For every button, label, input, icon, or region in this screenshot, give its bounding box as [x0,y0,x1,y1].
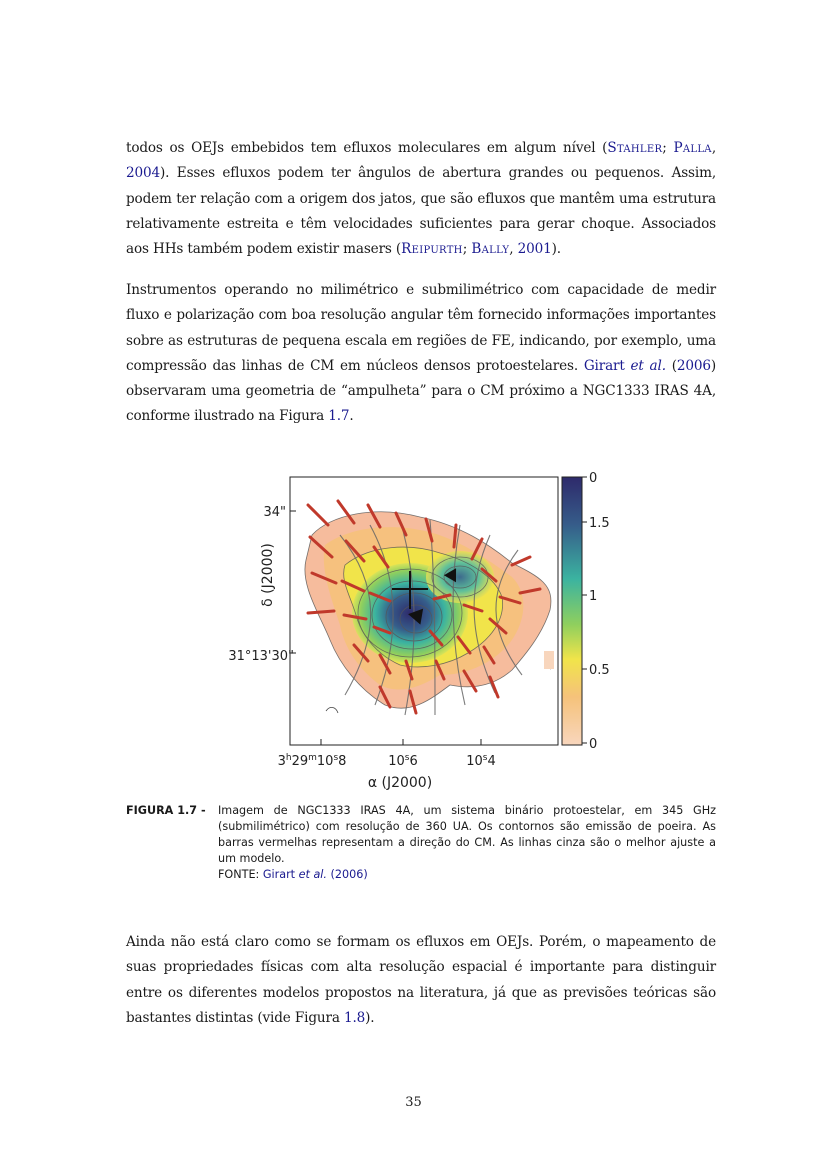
figure-caption: Imagem de NGC1333 IRAS 4A, um sistema binário protoestelar, em 345 GHz (submilimétrico) com resolução de 360 UA. Os contornos são emissão de poeira. As barras vermelhas representam a direção do CM. As linhas cinza são o melhor ajuste a um modelo. FONTE: Girart et al. (2006) [218,804,716,881]
citation-year-2001[interactable]: 2001 [517,241,552,258]
caption-source-year[interactable]: (2006) [330,868,368,881]
citation-girart-etal[interactable]: et al. [630,357,666,374]
paragraph-outflows: todos os OEJs embebidos tem efluxos moleculares em algum nível (Stahler; Palla, 2004). Esses efluxos podem ter ângulos de abertura grandes ou pequenos. Assim, podem ter relação com a origem dos jatos, que são efluxos que mantêm uma estrutura relativamente estreita e têm velocidades suficientes para gerar choque. Associados aos HHs também podem existir masers (Reipurth; Bally, 2001). [126,140,716,258]
figure-caption-text: Imagem de NGC1333 IRAS 4A, um sistema binário protoestelar, em 345 GHz (submilimétrico) com resolução de 360 UA. Os contornos são emissão de poeira. As barras vermelhas representam a direção do CM. As linhas cinza são o melhor ajuste a um modelo. [218,804,716,865]
x-tick-10s6: 10$^s$6 [388,753,418,769]
citation-stahler[interactable]: Stahler [607,140,663,156]
paragraph-outflow-models: Ainda não está claro como se formam os efluxos em OEJs. Porém, o mapeamento de suas propriedades físicas com alta resolução espacial é importante para distinguir entre os diferentes modelos propostos na literatura, já que as previsões teóricas são bastantes distintas (vide Figura 1.8). [126,934,716,1026]
citation-year-2006[interactable]: 2006 [676,357,711,374]
figure-ref-1-8[interactable]: 1.8 [343,1009,366,1026]
x-tick-3h29m10s8: 3$^h$29$^m$10$^s$8 [277,753,347,769]
y-tick-31-13-30: 31°13'30" [228,649,294,664]
citation-year-2004[interactable]: 2004 [126,165,160,182]
colorbar-tick-top: 0 [589,471,598,486]
figure-ref-1-7[interactable]: 1.7 [328,408,350,425]
citation-bally[interactable]: Bally [471,241,510,258]
y-tick-34: 34" [263,505,286,520]
citation-reipurth[interactable]: Reipurth [401,241,463,258]
colorbar-tick-bottom: 0 [589,737,598,752]
colorbar-tick-1-5: 1.5 [589,516,610,531]
caption-source-etal[interactable]: et al. [298,868,327,881]
citation-girart[interactable]: Girart [583,357,625,374]
colorbar-tick-1: 1 [589,589,598,604]
citation-palla[interactable]: Palla [673,140,712,156]
colorbar-tick-0-5: 0.5 [589,663,610,678]
x-axis-label: α (J2000) [367,775,433,791]
colorbar [562,477,582,745]
figure-polarization-map [228,465,610,795]
figure-caption-label: FIGURA 1.7 - [126,804,206,817]
polarization-map-image [228,465,610,795]
y-axis-label: δ (J2000) [260,543,276,607]
x-tick-10s4: 10$^s$4 [466,753,496,769]
page-number: 35 [405,1095,422,1110]
caption-source-girart[interactable]: Girart [262,868,296,881]
paragraph-instruments: Instrumentos operando no milimétrico e submilimétrico com capacidade de medir fluxo e polarização com boa resolução angular têm fornecido informações importantes sobre as estruturas de pequena escala em regiões de FE, indicando, por exemplo, uma compressão das linhas de CM em núcleos densos protoestelares. Girart et al. (2006) observaram uma geometria de “ampulheta” para o CM próximo a NGC1333 IRAS 4A, conforme ilustrado na Figura 1.7. [126,282,717,425]
